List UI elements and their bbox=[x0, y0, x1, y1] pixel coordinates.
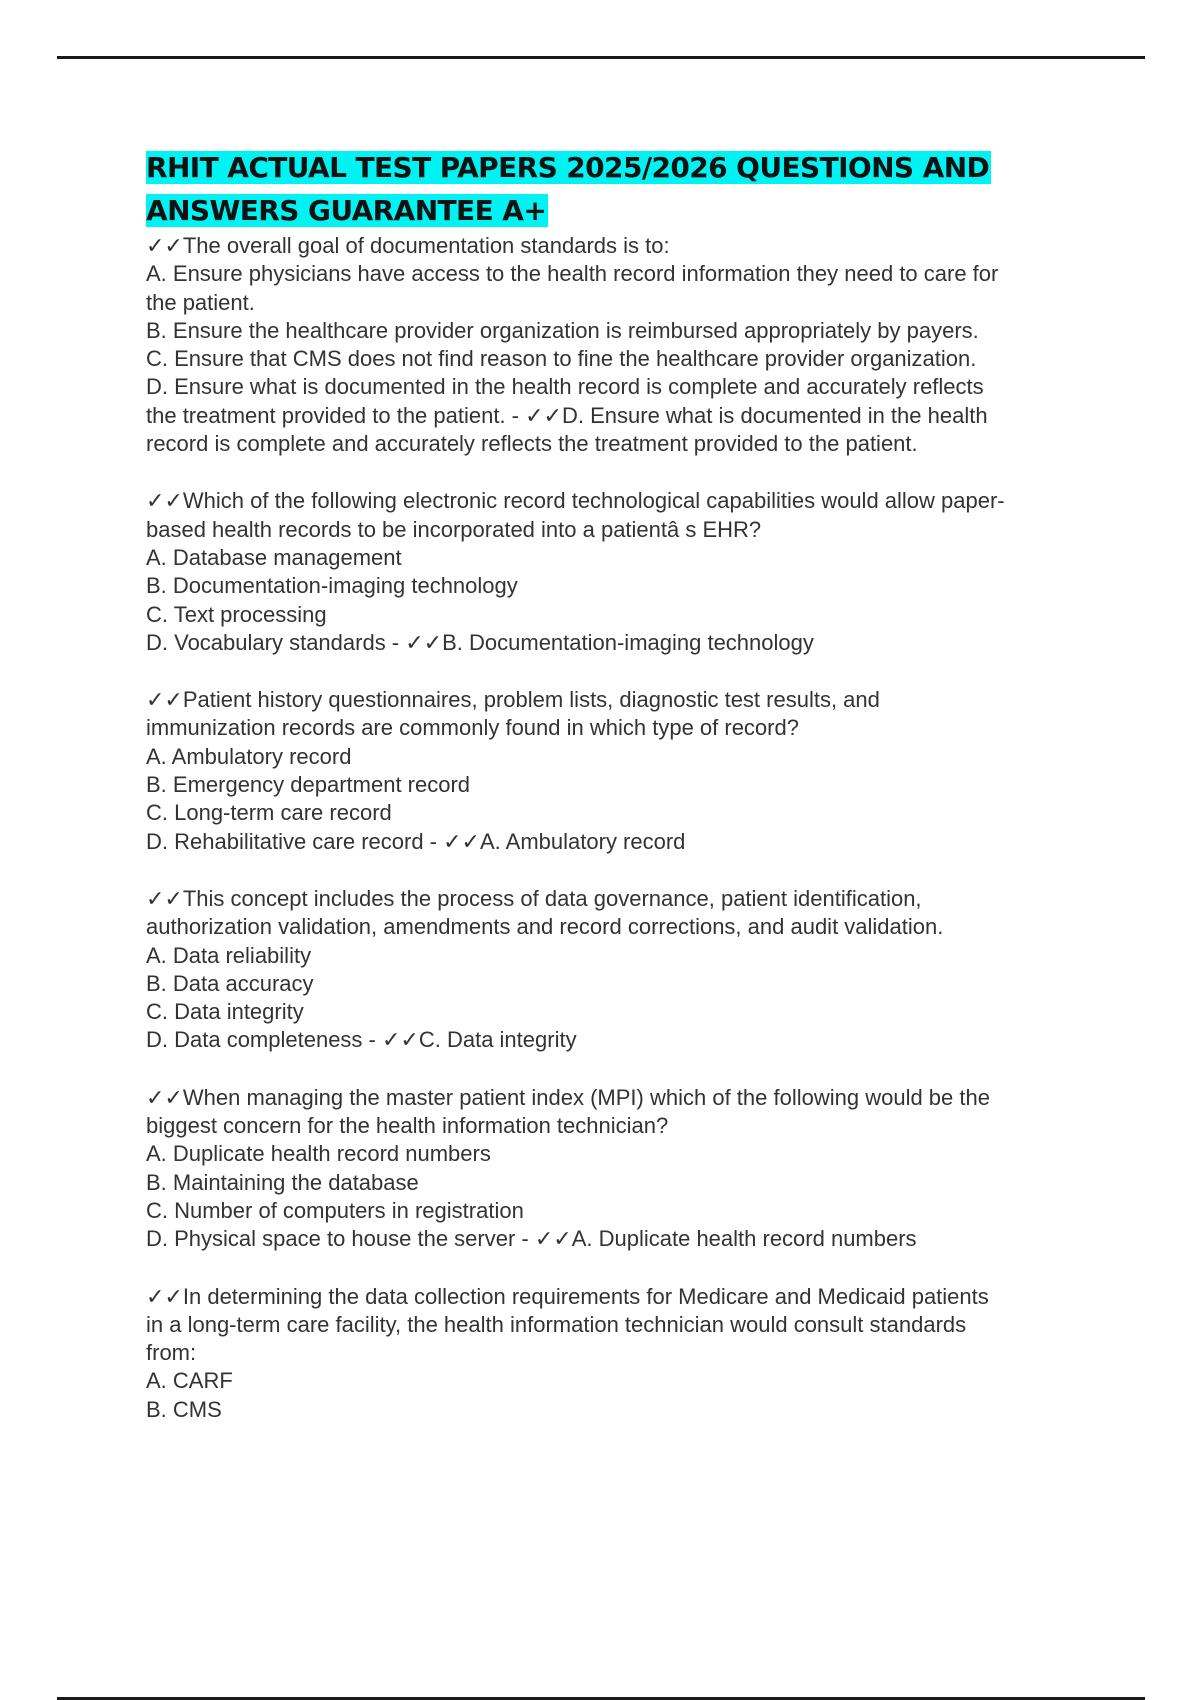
question-text-continued: in a long-term care facility, the health information technician would consult standards bbox=[146, 1311, 967, 1337]
title-line-1: RHIT ACTUAL TEST PAPERS 2025/2026 QUESTIONS AND bbox=[146, 151, 990, 184]
option-c: C. Text processing bbox=[146, 601, 327, 627]
question-block-2 bbox=[146, 487, 1096, 657]
option-c: C. Number of computers in registration bbox=[146, 1197, 524, 1223]
question-text: ✓✓This concept includes the process of data governance, patient identification, bbox=[146, 885, 922, 911]
option-b: B. Ensure the healthcare provider organization is reimbursed appropriately by payers. bbox=[146, 317, 979, 343]
question-text-continued-2: from: bbox=[146, 1340, 197, 1366]
option-b: B. Maintaining the database bbox=[146, 1169, 419, 1195]
option-d-with-answer: D. Physical space to house the server - ✓✓A. Duplicate health record numbers bbox=[146, 1226, 917, 1252]
question-text-continued: authorization validation, amendments and record corrections, and audit validation. bbox=[146, 914, 944, 940]
option-c: C. Long-term care record bbox=[146, 800, 392, 826]
option-b: B. CMS bbox=[146, 1396, 222, 1422]
option-b: B. Data accuracy bbox=[146, 970, 314, 996]
option-b: B. Emergency department record bbox=[146, 772, 471, 798]
option-c: C. Ensure that CMS does not find reason to fine the healthcare provider organization. bbox=[146, 346, 977, 372]
header-rule bbox=[57, 56, 1145, 59]
document-title bbox=[146, 146, 1096, 232]
option-a: A. Data reliability bbox=[146, 942, 312, 968]
document-body bbox=[146, 146, 1096, 1424]
question-block-1 bbox=[146, 232, 1096, 458]
option-a: A. Database management bbox=[146, 544, 402, 570]
option-d-with-answer: D. Vocabulary standards - ✓✓B. Documentation-imaging technology bbox=[146, 629, 814, 655]
option-d: D. Ensure what is documented in the health record is complete and accurately reflects bbox=[146, 374, 984, 400]
option-a: A. Ensure physicians have access to the health record information they need to care for bbox=[146, 261, 999, 287]
question-text: ✓✓Which of the following electronic record technological capabilities would allow paper- bbox=[146, 488, 1005, 514]
question-block-6 bbox=[146, 1283, 1096, 1424]
option-d-with-answer: D. Data completeness - ✓✓C. Data integrity bbox=[146, 1027, 577, 1053]
question-block-4 bbox=[146, 885, 1096, 1055]
option-d-with-answer: the treatment provided to the patient. - ✓✓D. Ensure what is documented in the health bbox=[146, 402, 988, 428]
option-c: C. Data integrity bbox=[146, 999, 304, 1025]
question-text: ✓✓In determining the data collection requirements for Medicare and Medicaid patients bbox=[146, 1283, 989, 1309]
question-text: ✓✓When managing the master patient index (MPI) which of the following would be the bbox=[146, 1084, 990, 1110]
question-text: ✓✓The overall goal of documentation standards is to: bbox=[146, 233, 670, 258]
option-a: A. CARF bbox=[146, 1368, 233, 1394]
option-b: B. Documentation-imaging technology bbox=[146, 573, 518, 599]
question-text-continued: biggest concern for the health information technician? bbox=[146, 1113, 669, 1139]
question-text-continued: based health records to be incorporated into a patientâ s EHR? bbox=[146, 516, 762, 542]
question-block-5 bbox=[146, 1084, 1096, 1254]
option-a: A. Ambulatory record bbox=[146, 743, 352, 769]
title-line-2: ANSWERS GUARANTEE A+ bbox=[146, 194, 547, 227]
question-text-continued: immunization records are commonly found in which type of record? bbox=[146, 715, 799, 741]
option-d-with-answer: D. Rehabilitative care record - ✓✓A. Ambulatory record bbox=[146, 828, 686, 854]
question-text: ✓✓Patient history questionnaires, problem lists, diagnostic test results, and bbox=[146, 687, 880, 713]
answer-continued: record is complete and accurately reflects the treatment provided to the patient. bbox=[146, 431, 918, 457]
question-block-3 bbox=[146, 686, 1096, 856]
option-a: A. Duplicate health record numbers bbox=[146, 1141, 491, 1167]
option-a-continued: the patient. bbox=[146, 289, 255, 315]
